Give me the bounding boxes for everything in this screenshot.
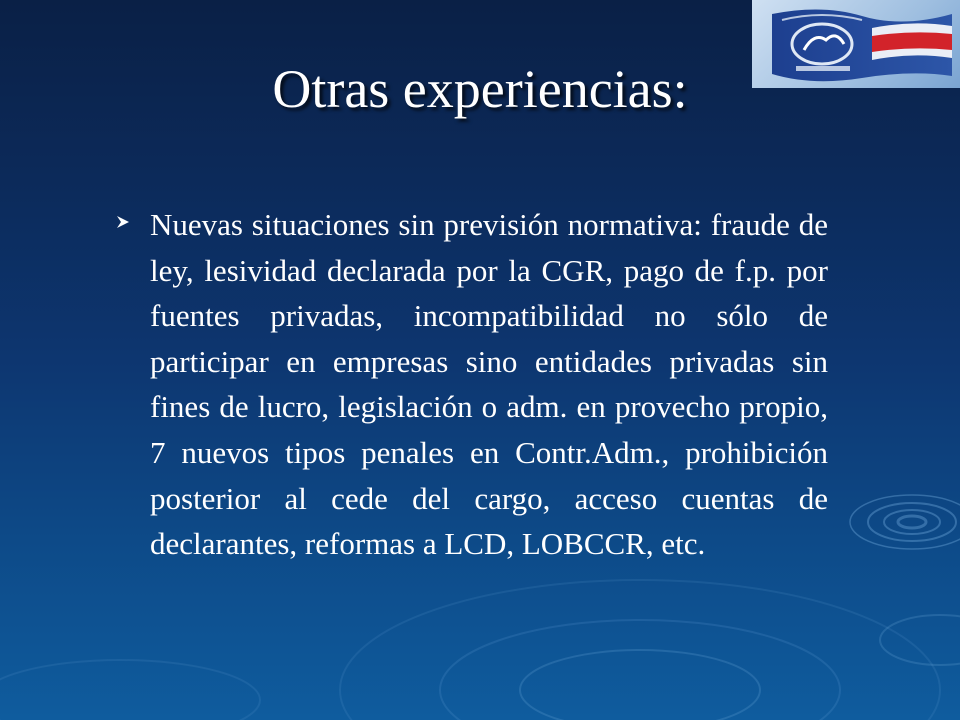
bullet-item bbox=[116, 202, 828, 567]
slide-title: Otras experiencias: bbox=[272, 59, 688, 119]
arrow-bullet-icon bbox=[116, 215, 130, 229]
bullet-text: Nuevas situaciones sin previsión normativa: fraude de ley, lesividad declarada por la CGR, pago de f.p. por fuentes privadas, incompatibilidad no sólo de participar en empresas sino entidades privadas sin fines de lucro, legislación o adm. en provecho propio, 7 nuevos tipos penales en Contr.Adm., prohibición posterior al cede del cargo, acceso cuentas de declarantes, reformas a LCD, LOBCCR, etc. bbox=[150, 207, 828, 562]
